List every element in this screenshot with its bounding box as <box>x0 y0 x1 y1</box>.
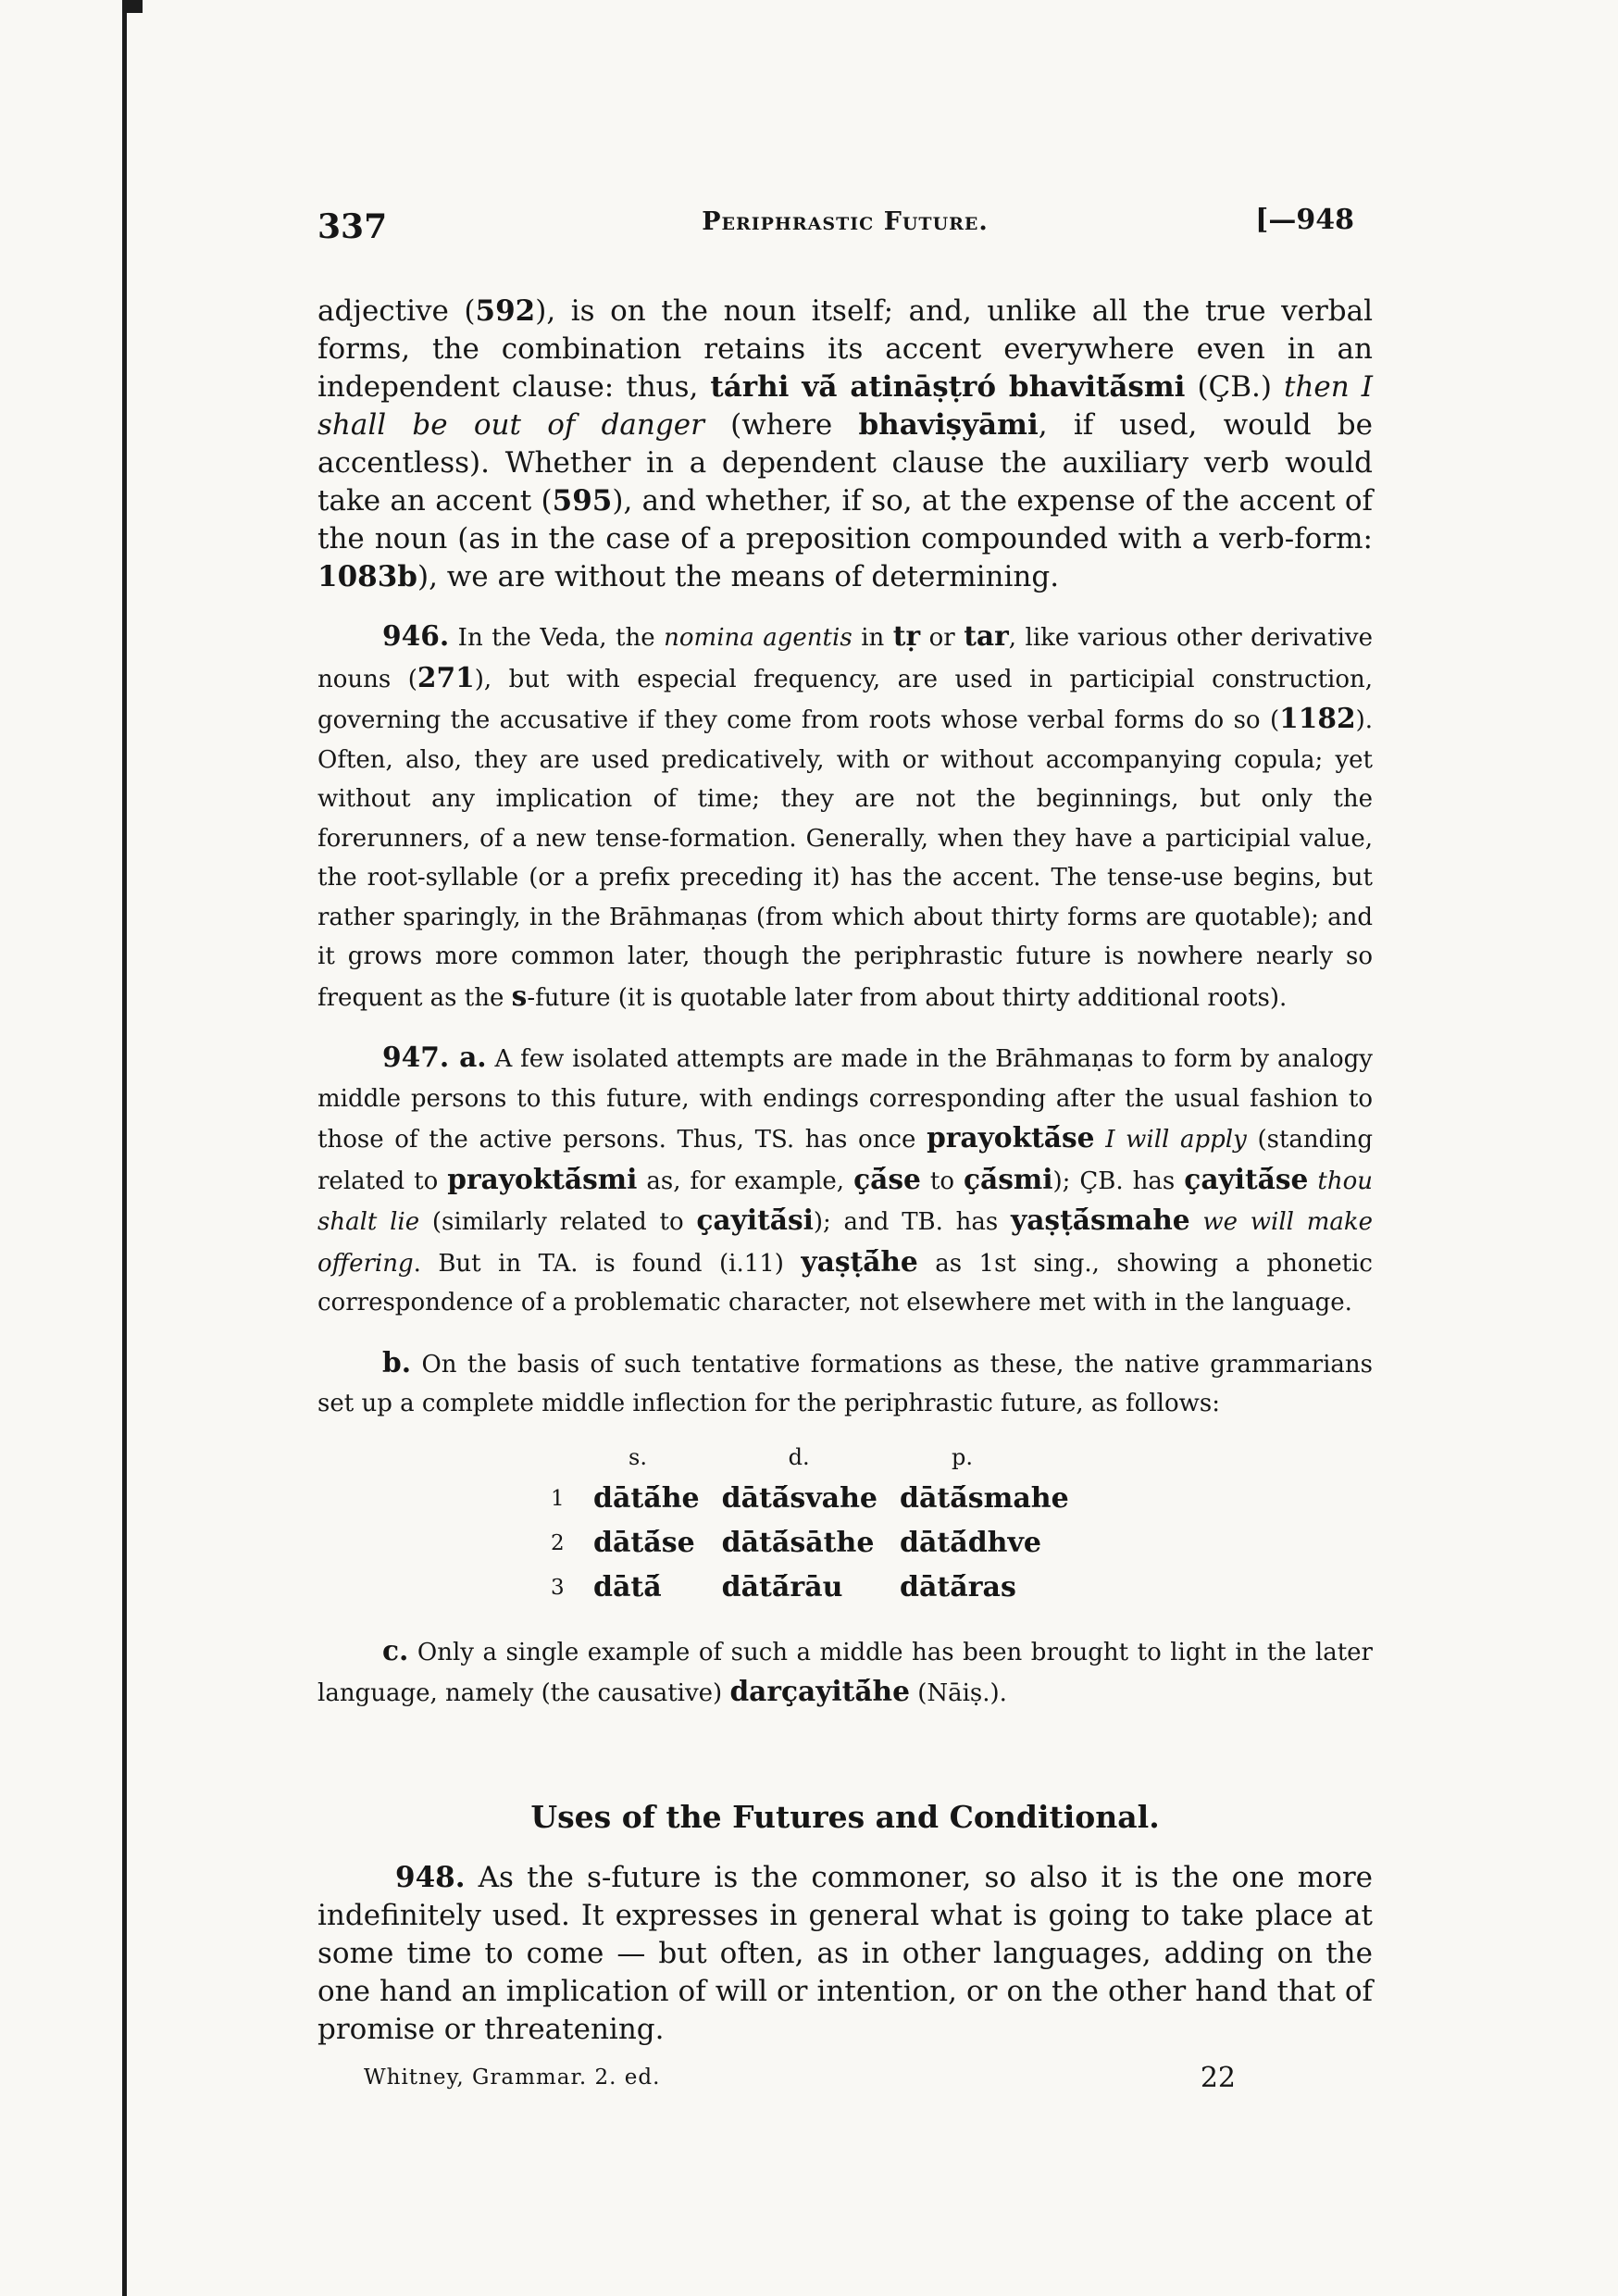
paradigm-header-blank <box>551 1444 593 1478</box>
text-run: . But in TA. is found (i.11) <box>413 1249 802 1278</box>
text-run: çā́se <box>853 1162 921 1195</box>
page-number: 337 <box>317 207 388 246</box>
text-run: as 1st sing., showing a phonetic correspondence of a problematic character, not elsewhere met with in the language. <box>317 1249 1373 1316</box>
text-run: çayitā́se <box>1184 1162 1309 1195</box>
section-heading: Uses of the Futures and Conditional. <box>530 1798 1160 1835</box>
paradigm-row-2 <box>551 1522 1091 1566</box>
text-run: 1182 <box>1279 702 1356 734</box>
text-run: ), we are without the means of determining. <box>417 560 1060 593</box>
paradigm-cell-plural: dātā́dhve <box>899 1526 1042 1559</box>
text-run: Only a single example of such a middle has been brought to light in the later language, namely (the causative) <box>317 1638 1373 1707</box>
text-run: As the s-future is the commoner, so also it is the one more indefinitely used. It expresses in general what is going to take place at some time to come — but often, as in other languages, adding on the one hand an implication of will or intention, or on the other hand that of promise or threatening. <box>317 1860 1373 2046</box>
text-run: On the basis of such tentative formations as these, the native grammarians set up a complete middle inflection for the periphrastic future, as follows: <box>317 1350 1373 1417</box>
text-run: as, for example, <box>637 1167 854 1195</box>
text-run: ). Often, also, they are used predicatively, with or without accompanying copula; yet without any implication of time; they are not the beginnings, but only the forerunners, of a new tense-formation. Generally, when they have a participial value, the root-syllable (or a prefix preceding it) has the accent. The tense-use begins, but rather sparingly, in the Brāhmaṇas (from which about thirty forms are quotable); and it grows more common later, though the periphrastic future is nowhere nearly so frequent as the <box>317 706 1373 1012</box>
paradigm-row-number: 1 <box>551 1486 565 1511</box>
paradigm-cell-plural: dātā́ras <box>899 1570 1016 1603</box>
section-reference: [—948 <box>1255 204 1354 236</box>
text-run: (ÇB.) <box>1185 370 1284 404</box>
paradigm-cell-dual: dātā́sāthe <box>721 1526 875 1559</box>
text-run: -future (it is quotable later from about thirty additional roots). <box>527 983 1288 1012</box>
text-run: (where <box>703 408 859 442</box>
text-run: , if used, would be accentless). Whether in a dependent clause the auxiliary verb would take an accent ( <box>317 408 1373 518</box>
paragraph-947a <box>317 1038 1373 1323</box>
text-run: (similarly related to <box>419 1208 697 1236</box>
paradigm-header-singular: s. <box>629 1443 647 1470</box>
text-run: (standing related to <box>317 1126 1374 1195</box>
paragraph-945-continued <box>317 293 1373 596</box>
binding-edge <box>122 0 127 2296</box>
text-run <box>1190 1208 1203 1236</box>
text-run: ), is on the noun itself; and, unlike all the true verbal forms, the combination retains its accent everywhere even in an independent clause: thus, <box>317 294 1373 404</box>
text-run: 948. <box>395 1860 466 1894</box>
signature-line: Whitney, Grammar. 2. ed. <box>364 2065 661 2090</box>
text-run: A few isolated attempts are made in the Brāhmaṇas to form by analogy middle persons to this future, with endings corresponding after the usual fashion to those of the active persons. Thus, TS. has once <box>317 1045 1373 1154</box>
text-run: çā́smi <box>963 1162 1053 1195</box>
text-run: ); ÇB. has <box>1052 1167 1185 1195</box>
running-head <box>317 196 1373 252</box>
text-run: 595 <box>552 484 613 518</box>
paradigm-header-dual: d. <box>788 1443 810 1470</box>
text-run: çayitā́si <box>696 1204 814 1236</box>
text-run: (Nāiṣ.). <box>909 1679 1007 1707</box>
text-run: tṛ <box>892 619 921 652</box>
paragraph-948 <box>317 1859 1373 2049</box>
paradigm-cell-singular: dātā́he <box>593 1481 700 1515</box>
binding-edge-mark <box>122 0 143 13</box>
text-run: we will make offering <box>317 1208 1374 1278</box>
text-run: or <box>920 624 965 652</box>
text-run: nomina agentis <box>664 624 853 652</box>
paragraph-947b <box>317 1343 1373 1424</box>
text-run: 271 <box>417 660 475 693</box>
signature-number: 22 <box>1200 2061 1236 2094</box>
text-run: In the Veda, the <box>449 624 665 652</box>
paradigm-header-plural: p. <box>951 1443 973 1470</box>
text-run: ); and TB. has <box>813 1208 1012 1236</box>
paradigm-cell-dual: dātā́svahe <box>721 1481 877 1515</box>
paradigm-cell-plural: dātā́smahe <box>899 1481 1069 1515</box>
text-run: prayoktā́se <box>927 1121 1095 1154</box>
text-run: adjective ( <box>317 294 476 328</box>
paradigm-row-number: 2 <box>551 1530 565 1555</box>
text-run: s <box>511 979 528 1012</box>
paragraph-947c <box>317 1631 1373 1714</box>
paradigm-row-3 <box>551 1566 1091 1611</box>
text-run: 592 <box>475 294 536 328</box>
text-run: tárhi vā́ atināṣṭró bhavitā́smi <box>710 370 1186 404</box>
text-run <box>1095 1126 1106 1154</box>
text-run: yaṣṭā́he <box>801 1244 918 1278</box>
paradigm-row-1 <box>551 1478 1091 1522</box>
text-run: in <box>852 624 893 652</box>
paragraph-946 <box>317 617 1373 1017</box>
text-run: 946. <box>382 619 450 652</box>
text-run: tar <box>964 619 1009 652</box>
text-run: prayoktā́smi <box>447 1162 638 1195</box>
text-run <box>1308 1167 1317 1195</box>
paradigm-header-row <box>551 1444 1091 1478</box>
paradigm-cell-singular: dātā́se <box>593 1526 695 1559</box>
text-run: then I shall be out of danger <box>317 370 1373 442</box>
text-run: ), and whether, if so, at the expense of the accent of the noun (as in the case of a preposition compounded with a verb-form: <box>317 484 1374 555</box>
text-run: thou shalt lie <box>317 1167 1373 1236</box>
text-run: darçayitā́he <box>729 1675 910 1707</box>
page-footer <box>317 2061 1373 2103</box>
text-run: yaṣṭā́smahe <box>1011 1204 1190 1236</box>
text-run: ), but with especial frequency, are used in participial construction, governing the accusative if they come from roots whose verbal forms do so ( <box>317 665 1374 734</box>
text-run: I will apply <box>1105 1126 1247 1154</box>
paradigm-row-number: 3 <box>551 1575 565 1600</box>
paradigm-cell-dual: dātā́rāu <box>721 1570 843 1603</box>
paradigm-table <box>551 1444 1091 1611</box>
text-run: , like various other derivative nouns ( <box>317 624 1373 693</box>
text-run: b. <box>382 1345 412 1379</box>
text-run: 1083b <box>317 560 417 593</box>
paradigm-cell-singular: dātā́ <box>593 1570 662 1603</box>
text-run: c. <box>382 1633 409 1666</box>
running-title: Periphrastic Future. <box>702 207 989 236</box>
book-page <box>317 196 1373 2103</box>
text-run: 947. a. <box>382 1041 487 1073</box>
text-run: bhaviṣyāmi <box>858 408 1039 442</box>
text-run: to <box>920 1167 964 1195</box>
